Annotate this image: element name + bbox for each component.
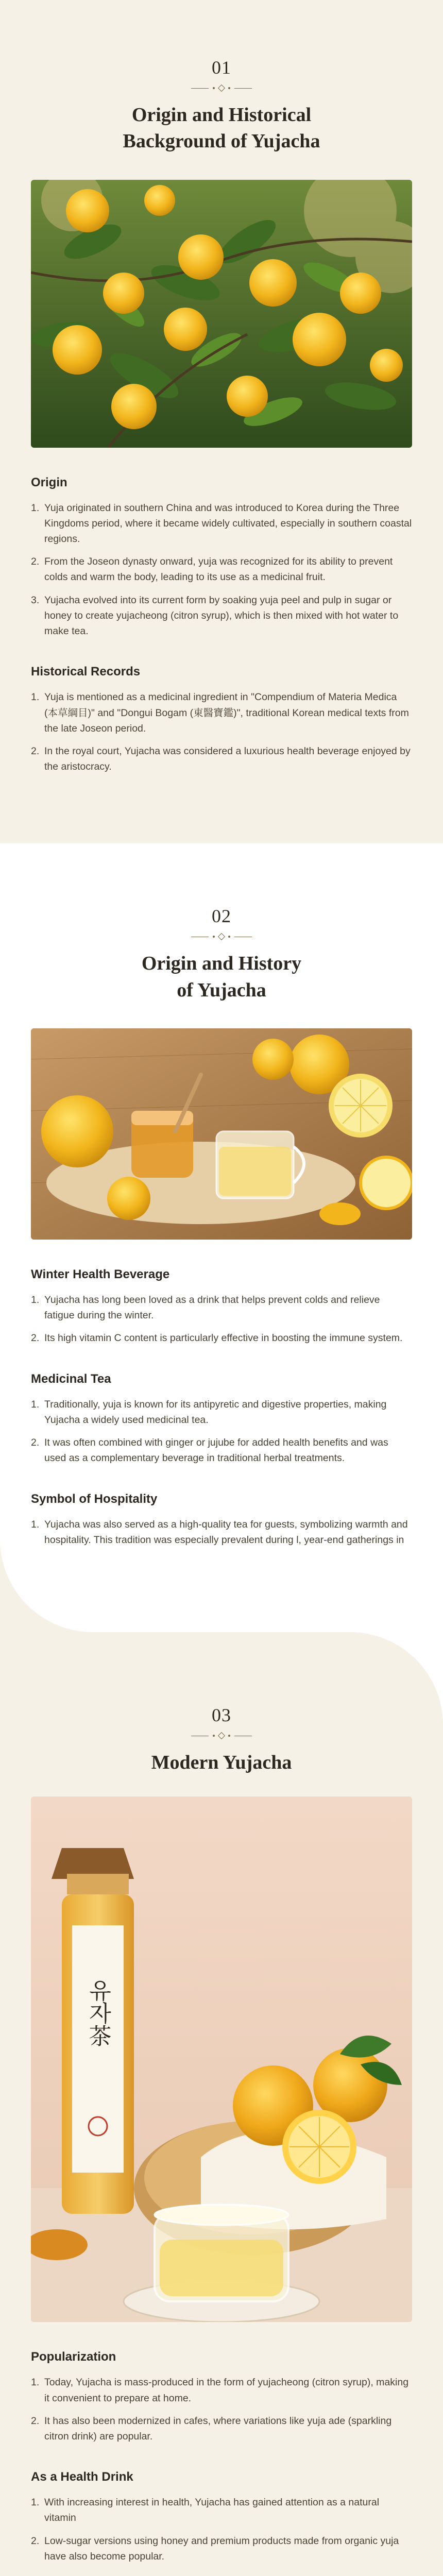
list-item: 1. Yujacha was also served as a high-quality tea for guests, symbolizing warmth and hospitality. This tradition was especially prevalent during l, year-end gatherings in xyxy=(31,1518,408,1546)
winter-health-list xyxy=(31,1292,412,1346)
list-item: 2. It was often combined with ginger or jujube for added health benefits and was used as a complementary beverage in traditional herbal treatments. xyxy=(31,1437,388,1464)
list-item: 2. Low-sugar versions using honey and premium products made from organic yuja have also become popular. xyxy=(31,2535,399,2562)
heading-medicinal-tea: Medicinal Tea xyxy=(31,1371,111,1386)
hospitality-list xyxy=(31,1517,412,1548)
heading-as-a-health-drink: As a Health Drink xyxy=(31,2470,133,2484)
ornament-divider xyxy=(31,86,412,91)
yujacha-tea-photo xyxy=(31,1028,412,1240)
section-title: Origin and History of Yujacha xyxy=(141,953,302,1001)
section-modern-yujacha xyxy=(0,1632,443,2576)
medicinal-tea-list xyxy=(31,1397,412,1466)
heading-origin: Origin xyxy=(31,475,67,489)
list-item: 1. Yujacha has long been loved as a drink that helps prevent colds and relieve fatigue during the winter. xyxy=(31,1294,380,1321)
list-item: 2. Its high vitamin C content is particularly effective in boosting the immune system. xyxy=(31,1332,403,1344)
list-item: 1. Yuja originated in southern China and was introduced to Korea during the Three Kingdoms period, where it became widely cultivated, especially in southern coastal regions. xyxy=(31,502,412,545)
popularization-list xyxy=(31,2375,412,2444)
section-origin-history xyxy=(0,843,443,1632)
bottle-label-text: 유자茶 xyxy=(84,1979,111,2047)
section-origin-background xyxy=(0,0,443,843)
section-number: 02 xyxy=(212,906,231,927)
heading-popularization: Popularization xyxy=(31,2350,116,2364)
list-item: 2. In the royal court, Yujacha was considered a luxurious health beverage enjoyed by the aristocracy. xyxy=(31,745,411,773)
yuja-tree-photo xyxy=(31,180,412,448)
section-number: 01 xyxy=(212,57,231,78)
ornament-divider xyxy=(31,934,412,939)
list-item: 2. From the Joseon dynasty onward, yuja was recognized for its ability to prevent colds and warm the body, leading to its use as a medicinal fruit. xyxy=(31,556,393,583)
origin-list xyxy=(31,500,412,639)
section-number: 03 xyxy=(212,1705,231,1725)
list-item: 3. Yujacha evolved into its current form by soaking yuja peel and pulp in sugar or honey to create yujacheong (citron syrup), which is then mixed with hot water to make tea. xyxy=(31,594,399,637)
list-item: 1. Traditionally, yuja is known for its antipyretic and digestive properties, making Yujacha a widely used medicinal tea. xyxy=(31,1398,387,1426)
heading-winter-health-beverage: Winter Health Beverage xyxy=(31,1267,170,1282)
ornament-divider xyxy=(31,1733,412,1738)
section-title: Modern Yujacha xyxy=(151,1752,292,1773)
list-item: 2. It has also been modernized in cafes, where variations like yuja ade (sparkling citron drink) are popular. xyxy=(31,2415,392,2442)
health-drink-list xyxy=(31,2495,412,2564)
heading-symbol-of-hospitality: Symbol of Hospitality xyxy=(31,1492,158,1506)
yujacha-bottle-photo xyxy=(31,1797,412,2322)
heading-historical-records: Historical Records xyxy=(31,665,141,679)
historical-records-list xyxy=(31,689,412,774)
list-item: 1. Today, Yujacha is mass-produced in the form of yujacheong (citron syrup), making it convenient to prepare at home. xyxy=(31,2377,409,2404)
list-item: 1. Yuja is mentioned as a medicinal ingredient in "Compendium of Materia Medica (本草綱目)" and "Dongui Bogam (東醫寶鑑)", traditional Korean medical texts from the late Joseon period. xyxy=(31,691,409,734)
list-item: 1. With increasing interest in health, Yujacha has gained attention as a natural vitamin xyxy=(31,2497,380,2524)
section-title: Origin and Historical Background of Yujacha xyxy=(123,104,320,152)
